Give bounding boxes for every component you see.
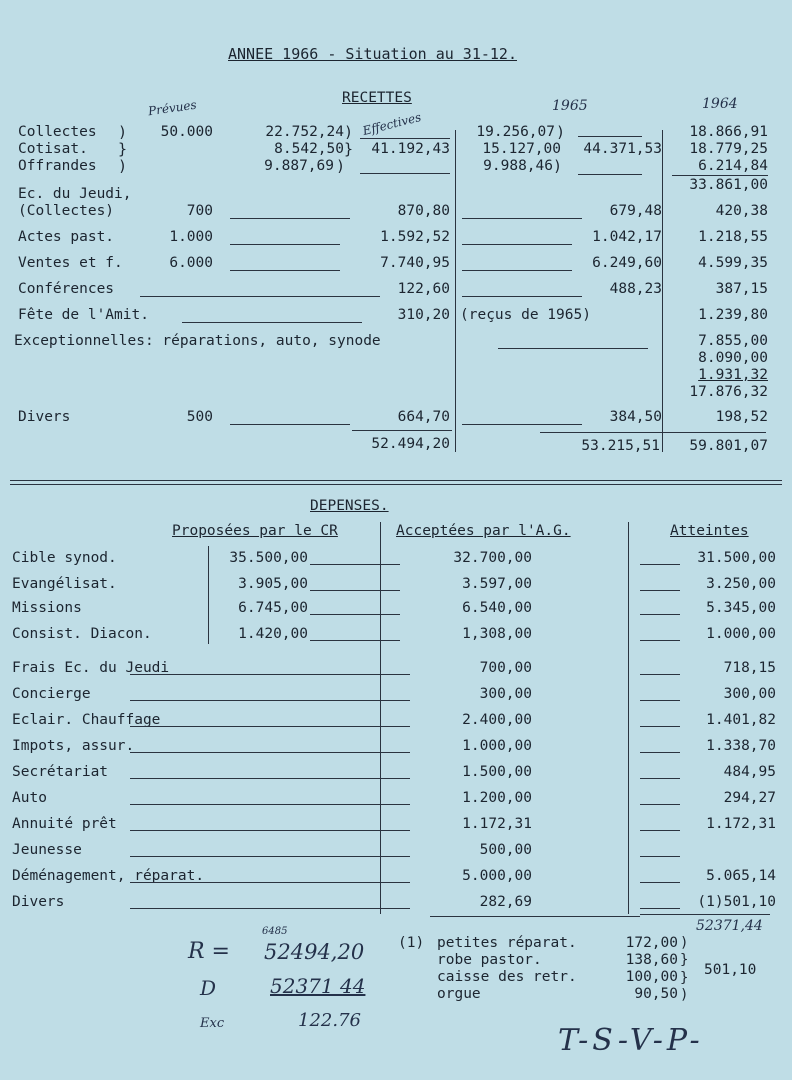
fete-1966: 310,20 bbox=[397, 307, 450, 323]
rule bbox=[230, 270, 340, 271]
hand-tsvp: T-S-V-P- bbox=[558, 1023, 704, 1058]
conf-1966: 122,60 bbox=[397, 281, 450, 297]
rule bbox=[130, 726, 410, 727]
rule bbox=[672, 175, 768, 176]
table-row-atteintes: (1)501,10 bbox=[697, 894, 776, 910]
table-row-proposees: 35.500,00 bbox=[229, 550, 308, 566]
col-effectives-label: Effectives bbox=[361, 109, 423, 139]
brace: } bbox=[680, 970, 689, 986]
table-row-label: Frais Ec. du Jeudi bbox=[12, 660, 170, 676]
recettes-separator-1965 bbox=[455, 130, 456, 452]
col-proposees-label: Proposées par le CR bbox=[172, 523, 338, 539]
table-row-acceptees: 1.000,00 bbox=[462, 738, 532, 754]
rule bbox=[310, 590, 400, 591]
brace: } bbox=[344, 140, 354, 158]
fete-1964: 1.239,80 bbox=[698, 307, 768, 323]
ventes-1964: 4.599,35 bbox=[698, 255, 768, 271]
collectes-1965: 19.256,07 bbox=[476, 124, 555, 140]
rule bbox=[130, 778, 410, 779]
brace: } bbox=[680, 952, 689, 968]
table-row-label: Déménagement, réparat. bbox=[12, 868, 205, 884]
row-label-ventes: Ventes et f. bbox=[18, 255, 123, 271]
hand-r-value: 52494,20 bbox=[264, 940, 365, 964]
brace: ) bbox=[344, 123, 354, 141]
rule bbox=[430, 916, 640, 917]
group-1966-total: 41.192,43 bbox=[371, 141, 450, 157]
col-prevues-label: Prévues bbox=[147, 97, 198, 119]
rule bbox=[230, 218, 350, 219]
row-label-divers: Divers bbox=[18, 409, 71, 425]
row-label-offrandes: Offrandes bbox=[18, 158, 97, 174]
table-row-acceptees: 1.172,31 bbox=[462, 816, 532, 832]
collectes-1966: 22.752,24 bbox=[265, 124, 344, 140]
table-row-atteintes: 294,27 bbox=[723, 790, 776, 806]
except-1964-b: 8.090,00 bbox=[698, 350, 768, 366]
rule bbox=[130, 752, 410, 753]
table-row-atteintes: 31.500,00 bbox=[697, 550, 776, 566]
table-row-acceptees: 300,00 bbox=[479, 686, 532, 702]
table-row-acceptees: 1.200,00 bbox=[462, 790, 532, 806]
rule bbox=[130, 856, 410, 857]
offrandes-1964: 6.214,84 bbox=[698, 158, 768, 174]
rule bbox=[182, 322, 362, 323]
table-row-atteintes: 1.172,31 bbox=[706, 816, 776, 832]
divers-prevues: 500 bbox=[186, 409, 213, 425]
table-row-label: Eclair. Chauffage bbox=[12, 712, 161, 728]
footnote-total: 501,10 bbox=[704, 962, 757, 978]
rule bbox=[140, 296, 380, 297]
row-label-cotisat: Cotisat. bbox=[18, 141, 88, 157]
brace-left: ) bbox=[118, 157, 128, 175]
depenses-separator-right bbox=[628, 522, 629, 914]
rule bbox=[498, 348, 648, 349]
rule bbox=[578, 174, 642, 175]
actes-prevues: 1.000 bbox=[169, 229, 213, 245]
table-row-label: Impots, assur. bbox=[12, 738, 135, 754]
table-row-acceptees: 6.540,00 bbox=[462, 600, 532, 616]
rule bbox=[130, 830, 410, 831]
brace: ) bbox=[336, 157, 346, 175]
table-row-proposees: 6.745,00 bbox=[238, 600, 308, 616]
row-label-ecjeudi-1: Ec. du Jeudi, bbox=[18, 186, 132, 202]
group-1964-total: 33.861,00 bbox=[689, 177, 768, 193]
rule bbox=[230, 424, 350, 425]
rule bbox=[640, 856, 680, 857]
table-row-acceptees: 2.400,00 bbox=[462, 712, 532, 728]
footnote-item-label: caisse des retr. bbox=[437, 969, 577, 985]
divers-1966: 664,70 bbox=[397, 409, 450, 425]
recettes-separator-1964 bbox=[662, 130, 663, 452]
col-1965-label: 1965 bbox=[552, 98, 588, 114]
table-row-label: Cible synod. bbox=[12, 550, 117, 566]
rule bbox=[360, 173, 450, 174]
table-row-atteintes: 1.000,00 bbox=[706, 626, 776, 642]
footnote-item-value: 100,00 bbox=[625, 969, 678, 985]
actes-1965: 1.042,17 bbox=[592, 229, 662, 245]
except-1964-c: 1.931,32 bbox=[698, 367, 768, 383]
except-1964-total: 17.876,32 bbox=[689, 384, 768, 400]
hand-r-label: R = bbox=[188, 939, 230, 964]
table-row-proposees: 1.420,00 bbox=[238, 626, 308, 642]
actes-1966: 1.592,52 bbox=[380, 229, 450, 245]
cotisat-1965: 15.127,00 bbox=[482, 141, 561, 157]
rule bbox=[310, 564, 400, 565]
row-label-exceptionnelles: Exceptionnelles: réparations, auto, synode bbox=[14, 333, 381, 349]
ecjeudi-1964: 420,38 bbox=[715, 203, 768, 219]
document-title: ANNEE 1966 - Situation au 31-12. bbox=[228, 45, 517, 63]
ecjeudi-prevues: 700 bbox=[186, 203, 213, 219]
rule bbox=[352, 430, 452, 431]
offrandes-1965: 9.988,46 bbox=[483, 158, 553, 174]
rule bbox=[130, 674, 410, 675]
table-row-label: Secrétariat bbox=[12, 764, 109, 780]
table-row-atteintes: 484,95 bbox=[723, 764, 776, 780]
col-acceptees-label: Acceptées par l'A.G. bbox=[396, 523, 571, 539]
collectes-prevues: 50.000 bbox=[160, 124, 213, 140]
brace: ) bbox=[556, 123, 566, 141]
depenses-heading: DEPENSES. bbox=[310, 498, 389, 514]
hand-exc-value: 122.76 bbox=[298, 1010, 361, 1031]
actes-1964: 1.218,55 bbox=[698, 229, 768, 245]
ecjeudi-1965: 679,48 bbox=[609, 203, 662, 219]
table-row-acceptees: 1.500,00 bbox=[462, 764, 532, 780]
row-label-fete: Fête de l'Amit. bbox=[18, 307, 149, 323]
footnote-item-label: orgue bbox=[437, 986, 481, 1002]
table-row-atteintes: 300,00 bbox=[723, 686, 776, 702]
total-1965: 53.215,51 bbox=[581, 438, 660, 454]
depenses-separator-left bbox=[208, 546, 209, 644]
section-separator bbox=[10, 480, 782, 485]
ventes-1966: 7.740,95 bbox=[380, 255, 450, 271]
table-row-label: Divers bbox=[12, 894, 65, 910]
conf-1965: 488,23 bbox=[609, 281, 662, 297]
table-row-label: Consist. Diacon. bbox=[12, 626, 152, 642]
hand-exc-label: Exc bbox=[200, 1016, 225, 1031]
brace: ) bbox=[680, 987, 689, 1003]
conf-1964: 387,15 bbox=[715, 281, 768, 297]
table-row-acceptees: 282,69 bbox=[479, 894, 532, 910]
ecjeudi-1966: 870,80 bbox=[397, 203, 450, 219]
table-row-atteintes: 718,15 bbox=[723, 660, 776, 676]
table-row-acceptees: 700,00 bbox=[479, 660, 532, 676]
collectes-1964: 18.866,91 bbox=[689, 124, 768, 140]
table-row-acceptees: 1,308,00 bbox=[462, 626, 532, 642]
total-1964: 59.801,07 bbox=[689, 438, 768, 454]
rule bbox=[540, 432, 766, 433]
fete-1965-note: (reçus de 1965) bbox=[460, 307, 591, 323]
table-row-label: Concierge bbox=[12, 686, 91, 702]
table-row-acceptees: 3.597,00 bbox=[462, 576, 532, 592]
rule bbox=[130, 700, 410, 701]
recettes-heading: RECETTES bbox=[342, 90, 412, 106]
hand-d-label: D bbox=[200, 976, 217, 1000]
footnote-item-value: 90,50 bbox=[634, 986, 678, 1002]
table-row-label: Jeunesse bbox=[12, 842, 82, 858]
table-row-label: Annuité prêt bbox=[12, 816, 117, 832]
brace: ) bbox=[553, 157, 563, 175]
hand-d-value: 52371 44 bbox=[270, 974, 366, 998]
table-row-label: Evangélisat. bbox=[12, 576, 117, 592]
brace: ) bbox=[680, 935, 689, 951]
divers-1964: 198,52 bbox=[715, 409, 768, 425]
table-row-atteintes: 1.401,82 bbox=[706, 712, 776, 728]
hand-r-superscript: 6485 bbox=[262, 926, 288, 937]
table-row-label: Auto bbox=[12, 790, 47, 806]
table-row-atteintes: 3.250,00 bbox=[706, 576, 776, 592]
table-row-acceptees: 500,00 bbox=[479, 842, 532, 858]
rule bbox=[640, 914, 770, 915]
row-label-ecjeudi-2: (Collectes) bbox=[18, 203, 115, 219]
group-1965-total: 44.371,53 bbox=[583, 141, 662, 157]
table-row-acceptees: 5.000,00 bbox=[462, 868, 532, 884]
col-1964-label: 1964 bbox=[702, 96, 738, 112]
footnote-item-value: 138,60 bbox=[625, 952, 678, 968]
except-1964-a: 7.855,00 bbox=[698, 333, 768, 349]
cotisat-1964: 18.779,25 bbox=[689, 141, 768, 157]
rule bbox=[360, 138, 450, 139]
footnote-item-value: 172,00 bbox=[625, 935, 678, 951]
rule bbox=[462, 244, 572, 245]
table-row-atteintes: 1.338,70 bbox=[706, 738, 776, 754]
table-row-atteintes: 5.065,14 bbox=[706, 868, 776, 884]
footnote-marker: (1) bbox=[398, 935, 425, 951]
depenses-total-hand: 52371,44 bbox=[696, 918, 763, 934]
brace-left: ) bbox=[118, 123, 128, 141]
ventes-prevues: 6.000 bbox=[169, 255, 213, 271]
rule bbox=[310, 640, 400, 641]
cotisat-1966: 8.542,50 bbox=[274, 141, 344, 157]
footnote-item-label: robe pastor. bbox=[437, 952, 542, 968]
footnote-item-label: petites réparat. bbox=[437, 935, 577, 951]
table-row-acceptees: 32.700,00 bbox=[453, 550, 532, 566]
rule bbox=[578, 136, 642, 137]
offrandes-1966: 9.887,69 bbox=[264, 158, 334, 174]
ventes-1965: 6.249,60 bbox=[592, 255, 662, 271]
total-1966: 52.494,20 bbox=[371, 436, 450, 452]
rule bbox=[462, 270, 572, 271]
row-label-collectes: Collectes bbox=[18, 124, 97, 140]
divers-1965: 384,50 bbox=[609, 409, 662, 425]
rule bbox=[230, 244, 340, 245]
rule bbox=[310, 614, 400, 615]
table-row-atteintes: 5.345,00 bbox=[706, 600, 776, 616]
table-row-proposees: 3.905,00 bbox=[238, 576, 308, 592]
rule bbox=[130, 882, 410, 883]
brace-left: } bbox=[118, 140, 128, 158]
col-atteintes-label: Atteintes bbox=[670, 523, 749, 539]
rule bbox=[130, 908, 410, 909]
row-label-conferences: Conférences bbox=[18, 281, 115, 297]
table-row-label: Missions bbox=[12, 600, 82, 616]
rule bbox=[130, 804, 410, 805]
row-label-actes: Actes past. bbox=[18, 229, 115, 245]
